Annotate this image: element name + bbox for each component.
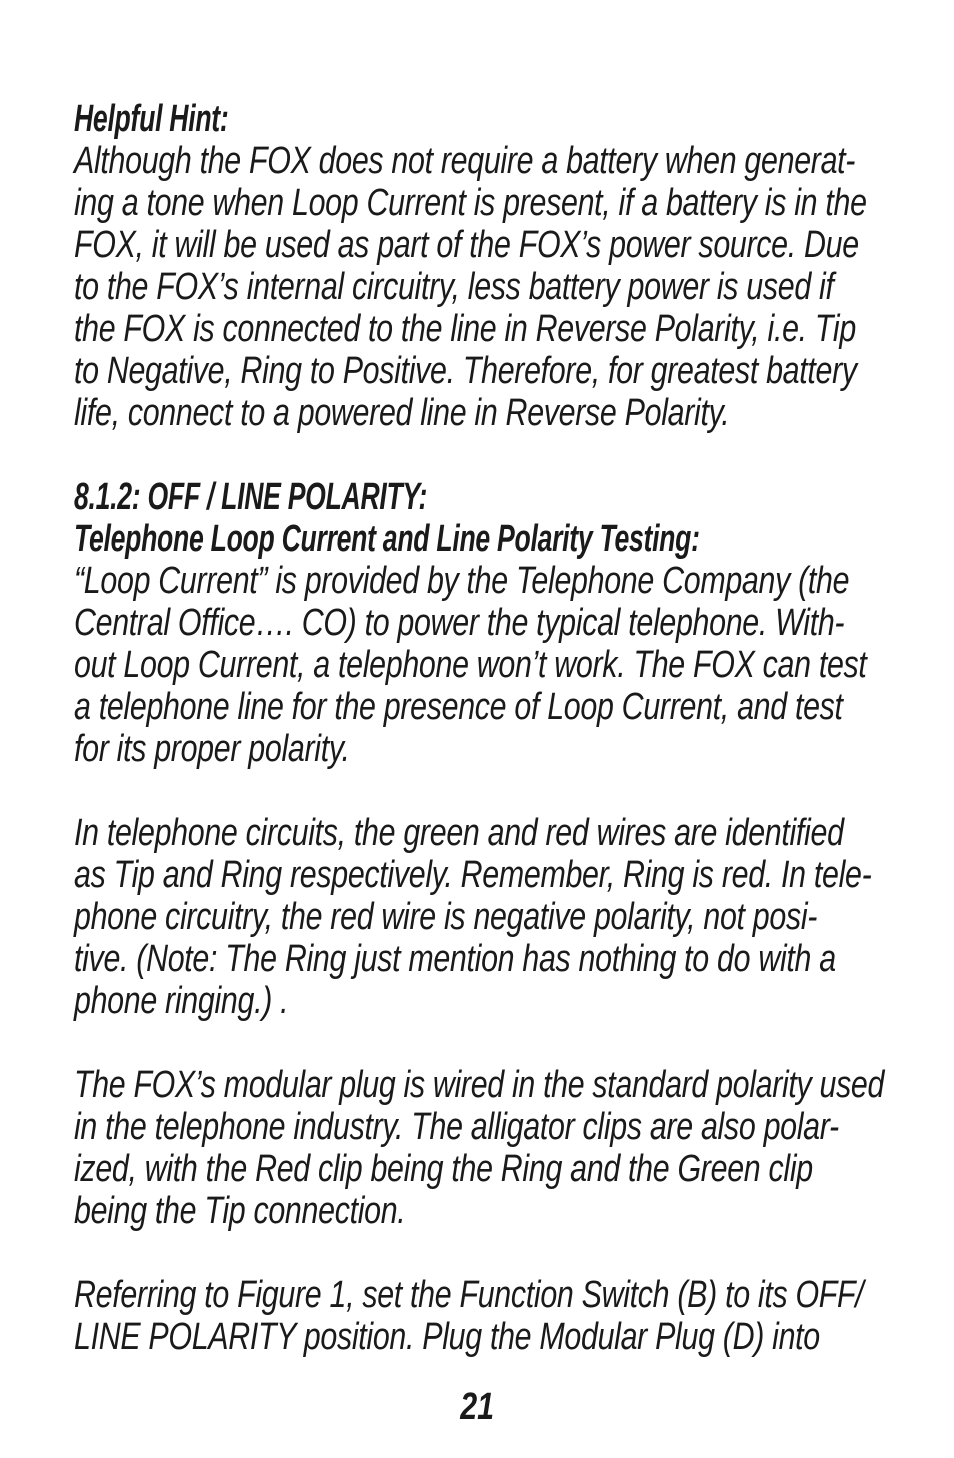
paragraph-gap [74,1022,884,1064]
page-number [0,1386,954,1428]
hint-line: the FOX is connected to the line in Reverse Polarity, i.e. Tip [74,308,856,350]
hint-line: FOX, it will be used as part of the FOX’s power source. Due [74,224,859,266]
paragraph-line: for its proper polarity. [74,728,350,770]
paragraph-line: being the Tip connection. [74,1190,406,1232]
helpful-hint-heading: Helpful Hint: [74,98,229,140]
hint-line: Although the FOX does not require a battery when generat- [74,140,856,182]
hint-line: life, connect to a powered line in Reverse Polarity. [74,392,730,434]
paragraph-line: ized, with the Red clip being the Ring and the Green clip [74,1148,813,1190]
paragraph-line: out Loop Current, a telephone won’t work. The FOX can test [74,644,867,686]
paragraph-gap [74,1232,884,1274]
paragraph-line: The FOX’s modular plug is wired in the standard polarity used [74,1064,885,1106]
paragraph-line: Referring to Figure 1, set the Function Switch (B) to its OFF/ [74,1274,864,1316]
hint-line: ing a tone when Loop Current is present, if a battery is in the [74,182,867,224]
paragraph-line: in the telephone industry. The alligator clips are also polar- [74,1106,839,1148]
hint-line: to the FOX’s internal circuitry, less battery power is used if [74,266,834,308]
paragraph-gap [74,770,884,812]
page-number-text: 21 [460,1386,494,1428]
paragraph-line: “Loop Current” is provided by the Telephone Company (the [74,560,850,602]
paragraph-line: Central Office…. CO) to power the typical telephone. With- [74,602,845,644]
paragraph-gap [74,434,884,476]
paragraph-line: phone circuitry, the red wire is negative polarity, not posi- [74,896,818,938]
paragraph-line: as Tip and Ring respectively. Remember, Ring is red. In tele- [74,854,872,896]
paragraph-line: In telephone circuits, the green and red wires are identified [74,812,844,854]
paragraph-line: LINE POLARITY position. Plug the Modular Plug (D) into [74,1316,820,1358]
paragraph-line: tive. (Note: The Ring just mention has nothing to do with a [74,938,836,980]
paragraph-line: a telephone line for the presence of Loop Current, and test [74,686,843,728]
manual-page-body [74,98,884,1358]
paragraph-line: phone ringing.) . [74,980,289,1022]
section-heading: 8.1.2: OFF / LINE POLARITY: [74,476,428,518]
hint-line: to Negative, Ring to Positive. Therefore, for greatest battery [74,350,857,392]
section-subheading: Telephone Loop Current and Line Polarity Testing: [74,518,700,560]
